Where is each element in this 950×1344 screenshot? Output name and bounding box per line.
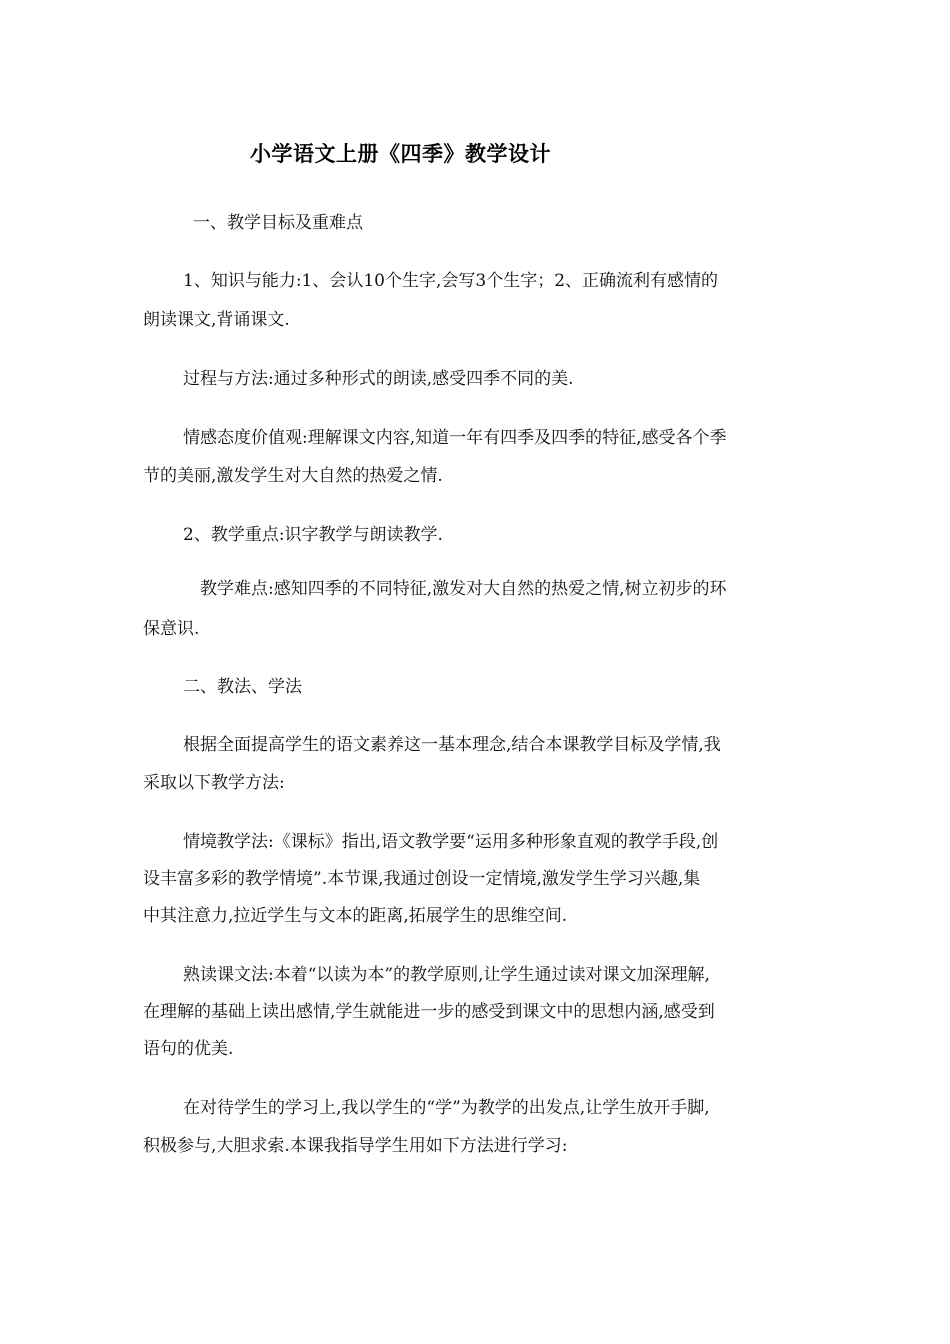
section-heading-1: 一、教学目标及重难点 bbox=[193, 213, 363, 233]
document-title: 小学语文上册《四季》教学设计 bbox=[250, 142, 551, 166]
paragraph-line: 采取以下教学方法: bbox=[143, 773, 285, 793]
paragraph-line: 2、教学重点:识字教学与朗读教学. bbox=[183, 525, 443, 545]
paragraph-line: 朗读课文,背诵课文. bbox=[143, 310, 290, 330]
paragraph-line: 教学难点:感知四季的不同特征,激发对大自然的热爱之情,树立初步的环 bbox=[200, 579, 727, 599]
paragraph-line: 过程与方法:通过多种形式的朗读,感受四季不同的美. bbox=[183, 369, 574, 389]
paragraph-line: 中其注意力,拉近学生与文本的距离,拓展学生的思维空间. bbox=[143, 906, 568, 926]
paragraph-line: 情境教学法:《课标》指出,语文教学要“运用多种形象直观的教学手段,创 bbox=[183, 832, 719, 852]
paragraph-line: 语句的优美. bbox=[143, 1039, 234, 1059]
paragraph-line: 熟读课文法:本着“以读为本”的教学原则,让学生通过读对课文加深理解, bbox=[183, 965, 710, 985]
paragraph-line: 保意识. bbox=[143, 619, 200, 639]
paragraph-line: 根据全面提高学生的语文素养这一基本理念,结合本课教学目标及学情,我 bbox=[183, 735, 721, 755]
section-heading-2: 二、教法、学法 bbox=[183, 677, 302, 697]
paragraph-line: 设丰富多彩的教学情境”.本节课,我通过创设一定情境,激发学生学习兴趣,集 bbox=[143, 869, 701, 889]
paragraph-line: 在理解的基础上读出感情,学生就能进一步的感受到课文中的思想内涵,感受到 bbox=[143, 1002, 715, 1022]
paragraph-line: 1、知识与能力:1、会认10个生字,会写3个生字；2、正确流利有感情的 bbox=[183, 271, 719, 291]
paragraph-line: 情感态度价值观:理解课文内容,知道一年有四季及四季的特征,感受各个季 bbox=[183, 428, 727, 448]
paragraph-line: 节的美丽,激发学生对大自然的热爱之情. bbox=[143, 466, 443, 486]
paragraph-line: 在对待学生的学习上,我以学生的“学”为教学的出发点,让学生放开手脚, bbox=[183, 1098, 710, 1118]
paragraph-line: 积极参与,大胆求索.本课我指导学生用如下方法进行学习: bbox=[143, 1136, 568, 1156]
